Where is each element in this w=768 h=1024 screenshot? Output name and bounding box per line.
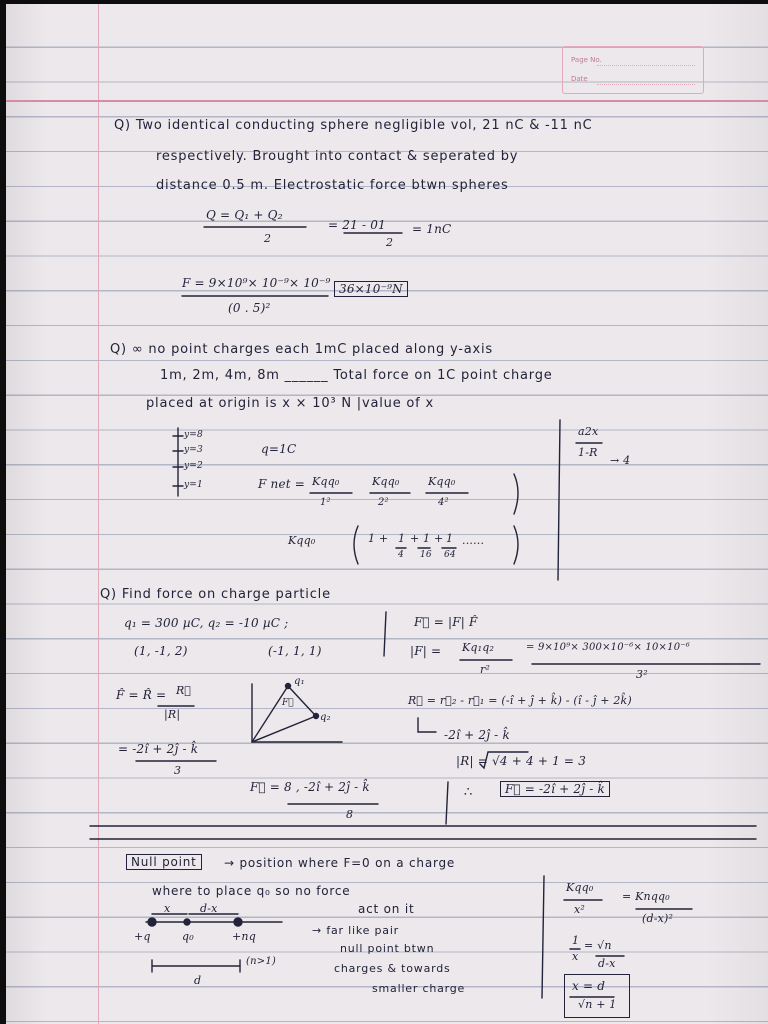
q3-r-vector: R⃗ = r⃗₂ - r⃗₁ = (-î + ĵ + k̂) - (î - ĵ + 2k̂): [408, 694, 632, 707]
q2-f-den-3: 4²: [438, 497, 449, 508]
q2-sum-den-2: 16: [420, 550, 432, 560]
q2-axis-label-3: y=3: [184, 445, 203, 455]
q3-fmag-den: r²: [480, 663, 491, 676]
q2-right-divider: [558, 420, 560, 580]
q2-charge-def: q=1C: [261, 442, 297, 456]
q2-side-numerator: a2x: [578, 425, 599, 438]
null-eq2-rhs-num: = √n: [584, 939, 612, 952]
q3-hook-arrow: [418, 718, 436, 732]
null-answer-den: √n + 1: [578, 998, 617, 1011]
q3-diagram-q1: q₁: [294, 676, 305, 687]
q3-diagram-r1: [252, 686, 288, 742]
q3-f-final: F⃗ = 8 , -2î + 2ĵ - k̂: [250, 780, 370, 794]
q2-sum-term-7: ......: [462, 534, 485, 547]
q3-fmag-rhs-den: 3²: [636, 668, 648, 681]
q2-f-term-3: Kqq₀: [428, 475, 456, 488]
q2-fnet-bracket: [514, 474, 518, 514]
q3-fhat-den: |R|: [164, 708, 181, 721]
q3-fhat-value-num: = -2î + 2ĵ - k̂: [118, 742, 199, 756]
null-point-note-1: → far like pair: [312, 924, 400, 937]
null-charge-right-dot: [234, 918, 242, 926]
q3-force-direction: F⃗ = |F| F̂: [414, 615, 478, 629]
null-point-definition: → position where F=0 on a charge: [224, 856, 456, 870]
q2-sum-prefix: Kqq₀: [288, 534, 316, 547]
q2-axis-label-2: y=2: [184, 461, 203, 471]
q3-fmag-rhs-num: = 9×10⁹× 300×10⁻⁶× 10×10⁻⁶: [526, 642, 690, 653]
q2-f-den-1: 1²: [320, 497, 331, 508]
null-right-divider: [542, 876, 544, 998]
q2-sum-term-3: +: [410, 532, 420, 545]
q3-diagram-force: F⃗: [282, 698, 294, 708]
q2-sum-close-bracket: [514, 526, 518, 564]
q3-fhat-num: R⃗: [176, 684, 192, 697]
null-charge-left-dot: [148, 918, 156, 926]
null-point-question-2: act on it: [358, 902, 415, 916]
q3-diagram-q2: q₂: [320, 712, 331, 723]
q2-sum-den-1: 4: [398, 550, 404, 560]
null-q0: q₀: [182, 930, 194, 943]
q1-eq2-numerator: F = 9×10⁹× 10⁻⁹× 10⁻⁹: [182, 276, 331, 290]
q2-axis-label-8: y=8: [184, 430, 203, 440]
q3-r-magnitude: |R| = √4 + 4 + 1 = 3: [456, 754, 587, 768]
q3-diagram-r12: [288, 686, 314, 714]
null-n-condition: (n>1): [246, 956, 276, 967]
null-eq-rhs-num: = Knqq₀: [622, 890, 670, 903]
null-answer-num: x = d: [572, 979, 606, 993]
q3-coords-1: (1, -1, 2): [134, 644, 188, 658]
q1-eq1-numerator: Q = Q₁ + Q₂: [206, 208, 283, 222]
q2-f-term-2: Kqq₀: [372, 475, 400, 488]
q2-axis-label-1: y=1: [184, 480, 203, 490]
q1-eq1-result: = 1nC: [412, 222, 452, 236]
q2-sum-term-4: 1: [423, 532, 431, 545]
q3-coords-2: (-1, 1, 1): [268, 644, 322, 658]
q2-sum-term-2: 1: [398, 532, 406, 545]
q3-diagram-q1-dot: [286, 684, 291, 689]
q2-fnet-label: F net =: [258, 477, 306, 491]
null-eq2-lhs-den: x: [572, 950, 579, 963]
null-eq2-rhs-den: d-x: [598, 957, 616, 970]
q3-divider-bottom: [446, 782, 448, 824]
q2-sum-open-bracket: [354, 526, 358, 564]
q1-line-2: respectively. Brought into contact & seperated by: [156, 149, 519, 164]
q3-fmag-num: Kq₁q₂: [462, 641, 495, 654]
null-d-label: d: [194, 974, 202, 987]
q2-side-denominator: 1-R: [578, 446, 598, 459]
null-eq-rhs-den: (d-x)²: [642, 912, 674, 925]
ink-strokes: [6, 4, 768, 1024]
q3-diagram-q2-dot: [314, 714, 319, 719]
null-point-question-1: where to place q₀ so no force: [152, 884, 351, 898]
null-point-note-3: charges & towards: [334, 962, 451, 975]
q3-fmag-lhs: |F| =: [410, 644, 442, 658]
q2-side-arrow: → 4: [610, 454, 631, 467]
q3-f-final-den: 8: [346, 808, 354, 821]
null-eq-lhs-num: Kqq₀: [566, 881, 594, 894]
notebook-page: [6, 4, 768, 1024]
q2-line-3: placed at origin is x × 10³ N |value of x: [146, 396, 434, 411]
q2-sum-den-3: 64: [444, 550, 456, 560]
null-x-label: x: [164, 902, 171, 915]
null-point-note-4: smaller charge: [372, 982, 466, 995]
q1-answer-box: 36×10⁻⁹N: [334, 281, 408, 297]
q3-divider-top: [384, 612, 386, 656]
q1-eq1-middle: = 21 - 01: [328, 218, 386, 232]
null-point-note-2: null point btwn: [340, 942, 435, 955]
null-q0-dot: [184, 919, 190, 925]
null-q-left: +q: [134, 930, 151, 943]
q1-line-1: Q) Two identical conducting sphere negligible vol, 21 nC & -11 nC: [114, 118, 593, 133]
q3-r-result: -2î + 2ĵ - k̂: [444, 728, 510, 742]
q3-charges: q₁ = 300 µC, q₂ = -10 µC ;: [124, 616, 289, 630]
q2-sum-term-1: 1 +: [368, 532, 389, 545]
q3-fhat-value-den: 3: [174, 764, 182, 777]
null-eq-lhs-den: x²: [574, 903, 586, 916]
null-q-right: +nq: [232, 930, 256, 943]
page-no-label: Page No.: [571, 56, 602, 64]
q1-line-3: distance 0.5 m. Electrostatic force btwn spheres: [156, 178, 509, 193]
q2-f-term-1: Kqq₀: [312, 475, 340, 488]
null-dx-label: d-x: [200, 902, 218, 915]
q2-line-2: 1m, 2m, 4m, 8m ______ Total force on 1C point charge: [160, 368, 553, 383]
q2-line-1: Q) ∞ no point charges each 1mC placed along y-axis: [110, 342, 493, 357]
q3-title: Q) Find force on charge particle: [100, 587, 331, 602]
q2-sum-term-5: +: [434, 532, 444, 545]
q2-f-den-2: 2²: [378, 497, 389, 508]
null-eq2-lhs-num: 1: [572, 934, 580, 947]
q1-eq1-middle-den: 2: [386, 236, 394, 249]
q1-eq1-denominator: 2: [264, 232, 272, 245]
q1-eq2-denominator: (0 . 5)²: [228, 301, 271, 315]
q3-diagram-r2: [252, 716, 316, 742]
q3-fhat-lhs: F̂ = R̂ =: [116, 688, 167, 702]
null-point-label: Null point: [126, 854, 202, 870]
date-label: Date: [571, 75, 588, 83]
q2-sum-term-6: 1: [446, 532, 454, 545]
q3-sqrt-sign: [480, 752, 528, 768]
q3-answer-box: F⃗ = -2î + 2ĵ - k̂: [500, 781, 610, 797]
q3-therefore: ∴: [464, 785, 474, 800]
